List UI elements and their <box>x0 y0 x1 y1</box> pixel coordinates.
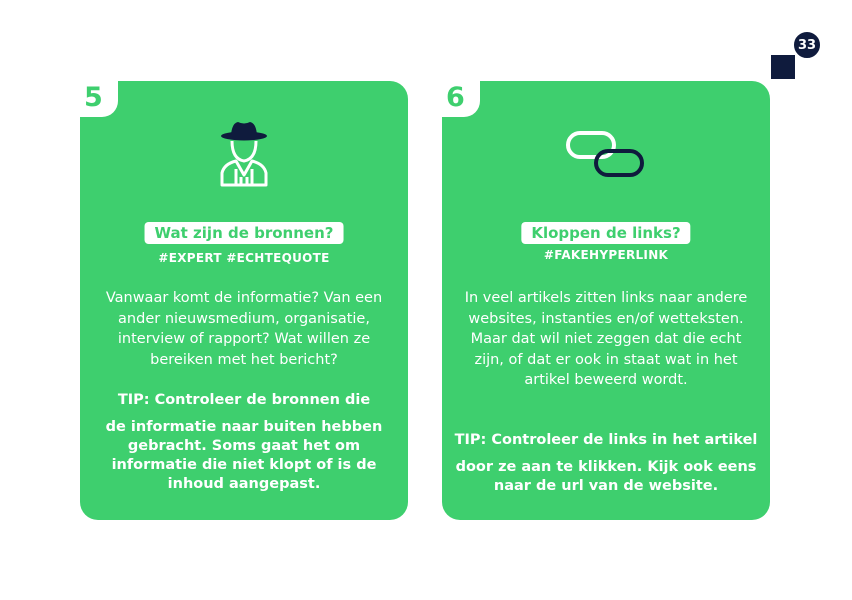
link-icon <box>442 119 770 189</box>
card-tip-line1: TIP: Controleer de bronnen die <box>117 392 371 408</box>
card-body-text: In veel artikels zitten links naar andere websites, instanties en/of wetteksten. Maar dat wil niet zeggen dat die echt zijn, of dat er ook in staat wat in het artikel beweerd wordt. <box>464 290 748 388</box>
page-number: 33 <box>792 30 822 60</box>
card-tip-line2: de informatie naar buiten hebben gebracht. Soms gaat het om informatie die niet klopt of is de inhoud aangepast. <box>105 419 383 492</box>
card-body-text: Vanwaar komt de informatie? Van een ander nieuwsmedium, organisatie, interview of rapport? Wat willen ze bereiken met het bericht? <box>105 290 383 368</box>
card-tip <box>86 391 402 494</box>
card-question: Wat zijn de bronnen? <box>145 222 344 244</box>
card-question: Kloppen de links? <box>521 222 690 244</box>
card-tip-line2: door ze aan te klikken. Kijk ook eens naar de url van de website. <box>455 459 757 494</box>
page-badge-square <box>771 55 795 79</box>
card-sources <box>80 81 408 520</box>
card-hashtags: #EXPERT #ECHTEQUOTE <box>158 251 330 265</box>
card-tip-line1: TIP: Controleer de links in het artikel <box>454 432 758 448</box>
card-number: 6 <box>446 81 465 113</box>
spy-icon <box>80 119 408 189</box>
card-tip <box>448 431 764 496</box>
card-number: 5 <box>84 81 103 113</box>
card-links <box>442 81 770 520</box>
card-hashtags: #FAKEHYPERLINK <box>543 248 669 262</box>
